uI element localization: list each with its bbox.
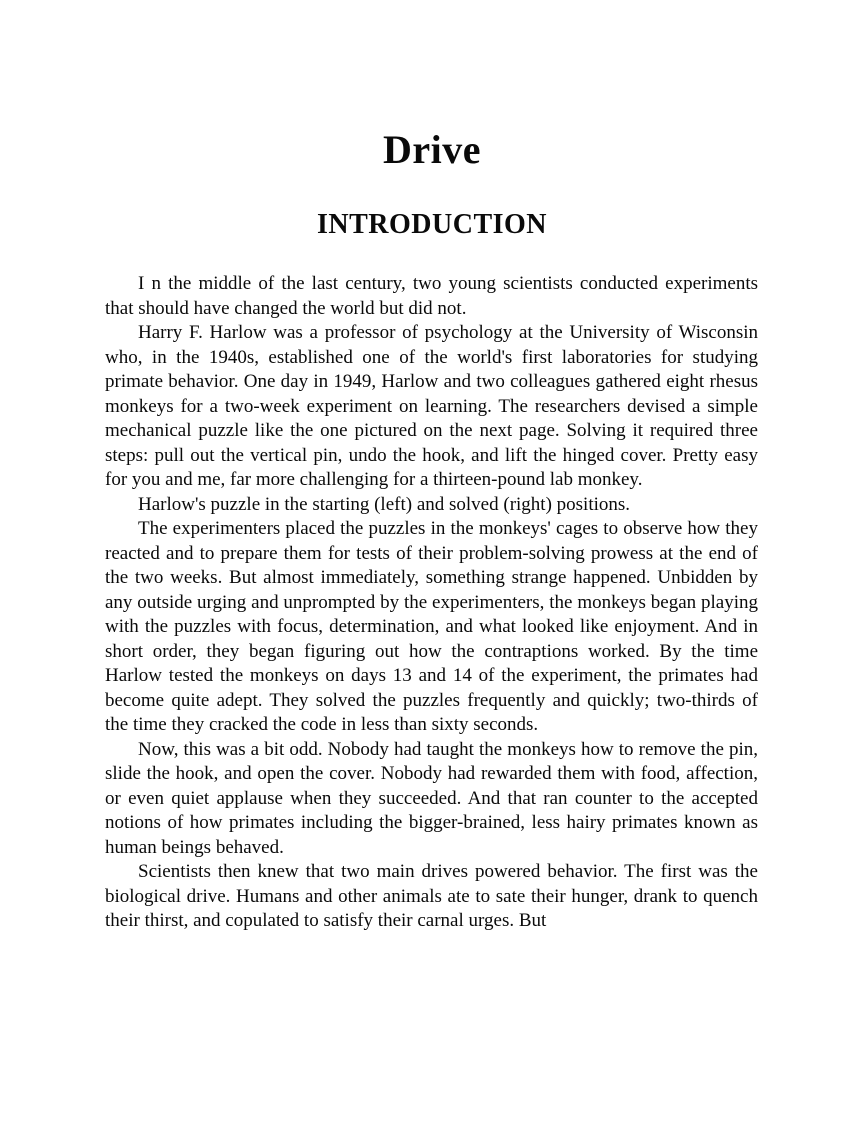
- paragraph: The experimenters placed the puzzles in the monkeys' cages to observe how they reacted and to prepare them for tests of their problem-solving prowess at the end of the two weeks. But almost immediately, something strange happened. Unbidden by any outside urging and unprompted by the experimenters, the monkeys began playing with the puzzles with focus, determination, and what looked like enjoyment. And in short order, they began figuring out how the contraptions worked. By the time Harlow tested the monkeys on days 13 and 14 of the experiment, the primates had become quite adept. They solved the puzzles frequently and quickly; two-thirds of the time they cracked the code in less than sixty seconds.: [105, 518, 758, 735]
- chapter-heading: INTRODUCTION: [316, 209, 548, 240]
- paragraph: I n the middle of the last century, two young scientists conducted experiments that should have changed the world but did not.: [105, 273, 758, 319]
- paragraph: Now, this was a bit odd. Nobody had taught the monkeys how to remove the pin, slide the hook, and open the cover. Nobody had rewarded them with food, affection, or even quiet applause when they succeeded. And that ran counter to the accepted notions of how primates including the bigger-brained, less hairy primates known as human beings behaved.: [105, 738, 758, 858]
- body-text: [105, 272, 758, 934]
- book-title: Drive: [382, 127, 481, 172]
- paragraph: Harlow's puzzle in the starting (left) and solved (right) positions.: [138, 493, 631, 515]
- paragraph: Scientists then knew that two main drives powered behavior. The first was the biological drive. Humans and other animals ate to sate their hunger, drank to quench their thirst, and copulated to satisfy their carnal urges. But: [105, 861, 758, 931]
- paragraph: Harry F. Harlow was a professor of psychology at the University of Wisconsin who, in the 1940s, established one of the world's first laboratories for studying primate behavior. One day in 1949, Harlow and two colleagues gathered eight rhesus monkeys for a two-week experiment on learning. The researchers devised a simple mechanical puzzle like the one pictured on the next page. Solving it required three steps: pull out the vertical pin, undo the hook, and lift the hinged cover. Pretty easy for you and me, far more challenging for a thirteen-pound lab monkey.: [105, 322, 758, 490]
